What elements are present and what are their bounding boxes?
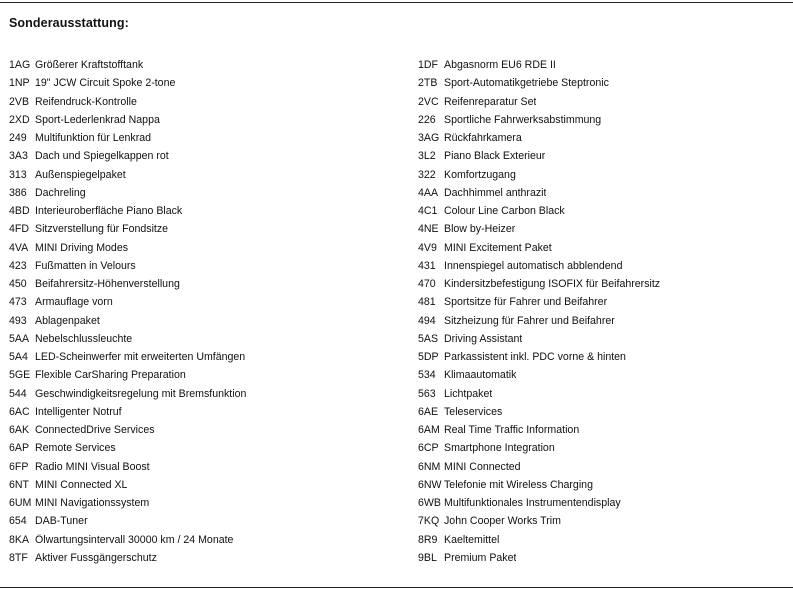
equipment-label: 19" JCW Circuit Spoke 2-tone	[35, 77, 176, 90]
equipment-item	[418, 461, 788, 479]
equipment-item	[418, 515, 788, 533]
top-divider	[0, 2, 793, 3]
equipment-item	[418, 77, 788, 95]
equipment-label: LED-Scheinwerfer mit erweiterten Umfängen	[35, 351, 246, 363]
equipment-label: Klimaautomatik	[444, 369, 517, 382]
bottom-divider	[0, 587, 793, 588]
equipment-item	[9, 96, 409, 114]
equipment-label: DAB-Tuner	[35, 515, 88, 528]
equipment-item	[9, 479, 409, 497]
equipment-code: 493	[9, 314, 27, 327]
equipment-label: Sport-Automatikgetriebe Steptronic	[444, 77, 609, 90]
equipment-item	[418, 242, 788, 260]
equipment-item	[9, 296, 409, 314]
equipment-label: Remote Services	[35, 442, 116, 455]
equipment-code: 386	[9, 186, 27, 199]
equipment-label: Dachhimmel anthrazit	[444, 186, 547, 199]
equipment-code: 9BL	[418, 551, 437, 564]
equipment-label: Smartphone Integration	[444, 442, 555, 455]
equipment-code: 5AA	[9, 332, 30, 345]
equipment-code: 3A3	[9, 150, 28, 163]
equipment-label: Ablagenpaket	[35, 314, 100, 327]
equipment-label: Sitzverstellung für Fondsitze	[35, 223, 169, 236]
equipment-code: 1NP	[9, 77, 30, 90]
equipment-list-left	[9, 59, 409, 570]
equipment-item	[418, 424, 788, 442]
equipment-label: Real Time Traffic Information	[444, 424, 580, 436]
equipment-code: 534	[418, 369, 436, 382]
equipment-label: MINI Connected XL	[35, 478, 128, 491]
equipment-label: Geschwindigkeitsregelung mit Bremsfunktion	[35, 387, 247, 400]
equipment-label: Reifendruck-Kontrolle	[35, 95, 137, 108]
equipment-item	[418, 388, 788, 406]
equipment-code: 5A4	[9, 351, 28, 363]
equipment-item	[418, 406, 788, 424]
equipment-code: 4FD	[9, 223, 30, 236]
equipment-label: Armauflage vorn	[35, 296, 113, 309]
equipment-item	[418, 497, 788, 515]
equipment-code: 6AP	[9, 442, 30, 455]
equipment-code: 8R9	[418, 533, 438, 546]
equipment-code: 6FP	[9, 460, 29, 473]
equipment-item	[9, 77, 409, 95]
equipment-code: 226	[418, 113, 436, 126]
equipment-code: 4VA	[9, 241, 29, 254]
equipment-item	[9, 552, 409, 570]
equipment-label: MINI Excitement Paket	[444, 241, 552, 254]
equipment-label: Nebelschlussleuchte	[35, 332, 133, 345]
equipment-code: 6NW	[418, 478, 442, 491]
equipment-item	[9, 351, 409, 369]
equipment-item	[418, 369, 788, 387]
equipment-code: 2VB	[9, 95, 30, 108]
equipment-label: Sitzheizung für Fahrer und Beifahrer	[444, 314, 615, 327]
equipment-item	[9, 114, 409, 132]
equipment-code: 3L2	[418, 150, 436, 163]
equipment-item	[418, 351, 788, 369]
equipment-item	[9, 59, 409, 77]
equipment-item	[418, 479, 788, 497]
equipment-item	[418, 132, 788, 150]
equipment-label: John Cooper Works Trim	[444, 515, 561, 528]
equipment-item	[418, 315, 788, 333]
equipment-item	[9, 534, 409, 552]
equipment-code: 5GE	[9, 369, 31, 382]
equipment-item	[418, 59, 788, 77]
equipment-item	[9, 187, 409, 205]
equipment-item	[9, 260, 409, 278]
equipment-item	[9, 132, 409, 150]
equipment-label: Teleservices	[444, 405, 503, 418]
equipment-item	[9, 223, 409, 241]
equipment-item	[418, 150, 788, 168]
equipment-item	[9, 242, 409, 260]
equipment-item	[9, 497, 409, 515]
equipment-item	[418, 114, 788, 132]
equipment-label: Flexible CarSharing Preparation	[35, 369, 186, 382]
equipment-label: Aktiver Fussgängerschutz	[35, 551, 157, 564]
equipment-label: Blow by-Heizer	[444, 223, 516, 236]
equipment-code: 481	[418, 296, 436, 309]
equipment-code: 313	[9, 168, 27, 181]
equipment-label: Dach und Spiegelkappen rot	[35, 150, 169, 163]
equipment-code: 4NE	[418, 223, 439, 236]
equipment-item	[9, 442, 409, 460]
equipment-label: Driving Assistant	[444, 332, 523, 345]
equipment-code: 654	[9, 515, 27, 528]
equipment-item	[418, 260, 788, 278]
equipment-code: 6CP	[418, 442, 439, 455]
equipment-label: MINI Connected	[444, 460, 521, 473]
equipment-code: 2VC	[418, 95, 439, 108]
equipment-label: Multifunktionales Instrumentendisplay	[444, 497, 621, 509]
equipment-item	[9, 205, 409, 223]
equipment-item	[418, 96, 788, 114]
equipment-code: 4AA	[418, 186, 439, 199]
equipment-item	[418, 442, 788, 460]
equipment-code: 450	[9, 278, 27, 290]
equipment-item	[418, 205, 788, 223]
equipment-code: 4C1	[418, 205, 438, 217]
equipment-code: 5DP	[418, 351, 439, 363]
equipment-label: Beifahrersitz-Höhenverstellung	[35, 278, 180, 290]
equipment-code: 249	[9, 132, 27, 144]
equipment-item	[418, 333, 788, 351]
equipment-code: 2TB	[418, 77, 438, 90]
equipment-code: 470	[418, 278, 436, 290]
equipment-code: 6NT	[9, 478, 30, 491]
equipment-label: Ölwartungsintervall 30000 km / 24 Monate	[35, 533, 234, 546]
page-title: Sonderausstattung:	[9, 16, 129, 30]
equipment-code: 4V9	[418, 241, 437, 254]
equipment-code: 2XD	[9, 113, 30, 126]
equipment-label: Sportliche Fahrwerksabstimmung	[444, 113, 602, 126]
equipment-item	[9, 333, 409, 351]
equipment-label: Kaeltemittel	[444, 533, 500, 546]
equipment-code: 563	[418, 387, 436, 400]
equipment-label: Fußmatten in Velours	[35, 259, 136, 272]
equipment-item	[9, 278, 409, 296]
equipment-item	[9, 369, 409, 387]
equipment-code: 1AG	[9, 59, 31, 71]
equipment-label: Premium Paket	[444, 551, 517, 564]
equipment-code: 6WB	[418, 497, 441, 509]
equipment-label: Sportsitze für Fahrer und Beifahrer	[444, 296, 608, 309]
equipment-label: Multifunktion für Lenkrad	[35, 132, 152, 144]
equipment-code: 6AM	[418, 424, 440, 436]
equipment-code: 8TF	[9, 551, 28, 564]
equipment-code: 544	[9, 387, 27, 400]
equipment-label: Intelligenter Notruf	[35, 405, 122, 418]
equipment-label: Außenspiegelpaket	[35, 168, 126, 181]
equipment-label: Rückfahrkamera	[444, 132, 522, 144]
equipment-code: 423	[9, 259, 27, 272]
equipment-code: 473	[9, 296, 27, 309]
equipment-code: 8KA	[9, 533, 30, 546]
equipment-label: Sport-Lederlenkrad Nappa	[35, 113, 160, 126]
equipment-item	[9, 515, 409, 533]
equipment-item	[418, 223, 788, 241]
equipment-code: 6NM	[418, 460, 441, 473]
equipment-label: Piano Black Exterieur	[444, 150, 546, 163]
equipment-code: 6AE	[418, 405, 439, 418]
equipment-item	[9, 169, 409, 187]
equipment-code: 6UM	[9, 497, 32, 509]
equipment-item	[9, 424, 409, 442]
equipment-label: Größerer Kraftstofftank	[35, 59, 144, 71]
equipment-label: Kindersitzbefestigung ISOFIX für Beifahrersitz	[444, 278, 661, 290]
equipment-code: 494	[418, 314, 436, 327]
equipment-code: 431	[418, 259, 436, 272]
equipment-label: Radio MINI Visual Boost	[35, 460, 150, 473]
equipment-item	[9, 461, 409, 479]
equipment-code: 322	[418, 168, 436, 181]
equipment-code: 6AK	[9, 424, 30, 436]
equipment-item	[418, 187, 788, 205]
equipment-item	[9, 150, 409, 168]
equipment-label: Lichtpaket	[444, 387, 493, 400]
equipment-code: 7KQ	[418, 515, 440, 528]
equipment-code: 5AS	[418, 332, 439, 345]
equipment-item	[418, 169, 788, 187]
equipment-label: Telefonie mit Wireless Charging	[444, 478, 593, 491]
equipment-item	[418, 296, 788, 314]
equipment-code: 3AG	[418, 132, 440, 144]
equipment-label: MINI Driving Modes	[35, 241, 129, 254]
equipment-label: Colour Line Carbon Black	[444, 205, 565, 217]
equipment-item	[9, 406, 409, 424]
equipment-code: 6AC	[9, 405, 30, 418]
equipment-label: Interieuroberfläche Piano Black	[35, 205, 183, 217]
equipment-label: Abgasnorm EU6 RDE II	[444, 59, 556, 71]
equipment-label: MINI Navigationssystem	[35, 497, 150, 509]
equipment-label: ConnectedDrive Services	[35, 424, 155, 436]
equipment-label: Parkassistent inkl. PDC vorne & hinten	[444, 351, 626, 363]
equipment-item	[418, 278, 788, 296]
equipment-label: Komfortzugang	[444, 168, 516, 181]
equipment-code: 1DF	[418, 59, 439, 71]
equipment-item	[418, 534, 788, 552]
equipment-label: Reifenreparatur Set	[444, 95, 537, 108]
equipment-code: 4BD	[9, 205, 30, 217]
equipment-item	[9, 388, 409, 406]
equipment-item	[418, 552, 788, 570]
equipment-item	[9, 315, 409, 333]
equipment-label: Dachreling	[35, 186, 86, 199]
equipment-label: Innenspiegel automatisch abblendend	[444, 259, 623, 272]
equipment-list-right	[418, 59, 788, 570]
